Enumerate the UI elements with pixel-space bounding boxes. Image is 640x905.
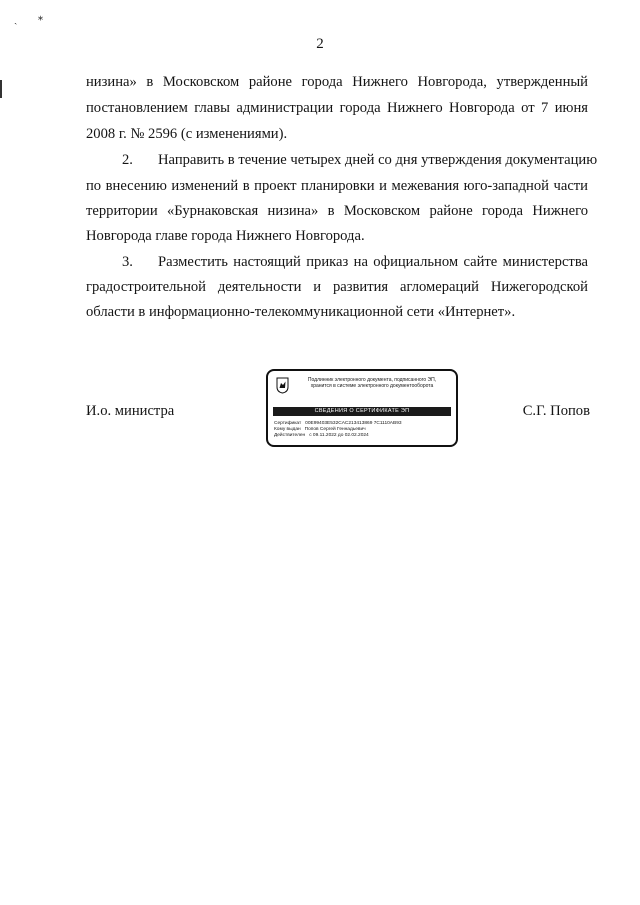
stamp-header-line-1: Подлинник электронного документа, подписанного ЭП,: [307, 377, 437, 383]
scan-artifact: ⁎: [38, 12, 43, 23]
stamp-header: [292, 377, 452, 389]
stamp-valid-value: с 09.11.2022 до 02.02.2024: [309, 433, 369, 438]
paragraph-2-line-4: Новгорода главе города Нижнего Новгорода.: [86, 228, 365, 244]
stamp-valid-label: Действителен: [274, 433, 306, 438]
electronic-signature-stamp: [266, 369, 458, 447]
paragraph-1-line-3: 2008 г. № 2596 (с изменениями).: [86, 126, 288, 142]
paragraph-3-number: 3.: [122, 254, 133, 270]
paragraph-2-line-1: Направить в течение четырех дней со дня утверждения документацию: [158, 152, 598, 168]
paragraph-3-line-2: градостроительной деятельности и развития агломераций Нижегородской: [86, 279, 588, 295]
scan-edge-mark: [0, 80, 2, 98]
paragraph-1-line-1: низина» в Московском районе города Нижнего Новгорода, утвержденный: [86, 74, 588, 90]
signatory-name: С.Г. Попов: [522, 403, 590, 419]
paragraph-2-number: 2.: [122, 152, 133, 168]
stamp-certificate-label: Сертификат: [274, 421, 302, 426]
stamp-issued-to-label: Кому выдан: [274, 427, 301, 432]
stamp-certificate-value: 00E99403E532CAC213413869 7C1110AB93: [305, 421, 402, 426]
stamp-issued-to-value: Попов Сергей Геннадьевич: [304, 427, 366, 432]
stamp-certificate-bar: СВЕДЕНИЯ О СЕРТИФИКАТЕ ЭП: [273, 407, 451, 416]
page-number: 2: [316, 36, 324, 52]
stamp-valid-row: [274, 433, 369, 439]
paragraph-3-line-3: области в информационно-телекоммуникационной сети «Интернет».: [86, 304, 516, 320]
scan-artifact: ˏ: [14, 14, 18, 25]
signatory-position: И.о. министра: [86, 403, 175, 419]
paragraph-3-line-1: Разместить настоящий приказ на официальном сайте министерства: [158, 254, 588, 270]
stamp-header-line-2: хранится в системе электронного документооборота: [310, 383, 434, 389]
coat-of-arms-icon: [276, 377, 289, 394]
paragraph-2-line-2: по внесению изменений в проект планировки и межевания юго-западной части: [86, 178, 588, 194]
paragraph-1-line-2: постановлением главы администрации города Нижнего Новгорода от 7 июня: [86, 100, 588, 116]
paragraph-2-line-3: территории «Бурнаковская низина» в Московском районе города Нижнего: [86, 203, 588, 219]
